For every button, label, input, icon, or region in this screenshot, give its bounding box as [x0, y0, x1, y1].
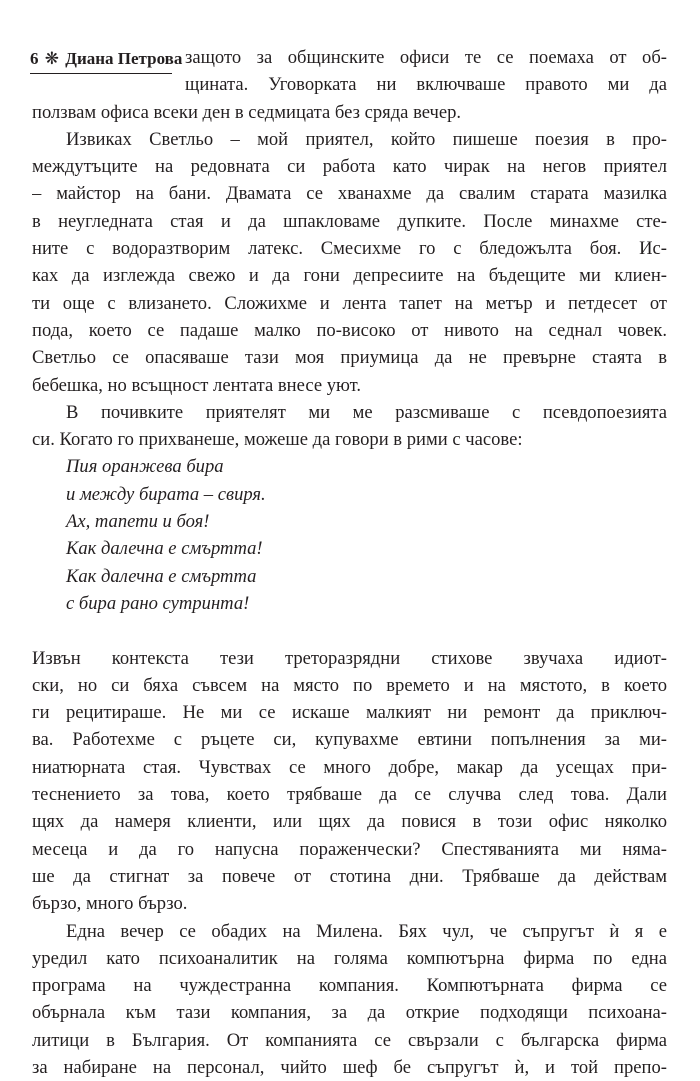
text-line: щях да намеря клиенти, или щях да повися в този офис няколко	[32, 811, 667, 833]
text-line: ках да изглежда свежо и да гони депресиите на бъдещите ми клиен-	[32, 265, 667, 287]
text-line: Извиках Светльо – мой приятел, който пишеше поезия в про-	[66, 128, 667, 150]
author-name: Диана Петрова	[65, 49, 183, 68]
poem-line: Как далечна е смъртта!	[66, 538, 263, 560]
poem-line: Пия оранжева бира	[66, 456, 224, 478]
text-line: обърнала към тази компания, за да открие подходящи психоана-	[32, 1002, 667, 1024]
text-line: месеца и да го напусна пораженчески? Спестяванията ми няма-	[32, 838, 667, 860]
text-line: междутъците на редовната си работа като чирак на негов приятел	[32, 156, 667, 178]
text-line: щината. Уговорката ни включваше правото ми да	[185, 74, 667, 96]
text-line: пода, което се падаше малко по-високо от нивото на седнал човек.	[32, 319, 667, 341]
text-line: ше да стигнат за повече от стотина дни. Трябваше да действам	[32, 865, 667, 887]
text-line: в неугледната стая и да шпакловаме дупките. После минахме сте-	[32, 210, 667, 232]
text-line: си. Когато го прихванеше, можеше да говори в рими с часове:	[32, 429, 523, 451]
text-line: теснението за това, което трябваше да се случва след това. Дали	[32, 784, 667, 806]
text-line: – майстор на бани. Двамата се хванахме да свалим старата мазилка	[32, 183, 667, 205]
poem-line: с бира рано сутринта!	[66, 592, 250, 614]
text-line: бебешка, но всъщност лентата внесе уют.	[32, 374, 362, 396]
text-line: програма на чуждестранна компания. Компютърната фирма се	[32, 975, 667, 997]
text-line: ги рецитираше. Не ми се искаше малкият ни ремонт да приключ-	[32, 702, 667, 724]
text-line: уредил като психоаналитик на голяма компютърна фирма по една	[32, 947, 667, 969]
text-line: защото за общинските офиси те се поемаха от об-	[185, 47, 667, 68]
text-line: ски, но си бяха съвсем на място по времето и на мястото, в което	[32, 674, 667, 696]
text-line: бързо, много бързо.	[32, 893, 188, 915]
text-line: Извън контекста тези треторазрядни стихове звучаха идиот-	[32, 647, 667, 669]
text-line: ползвам офиса всеки ден в седмицата без сряда вечер.	[32, 101, 462, 123]
text-line: ва. Работехме с ръцете си, купувахме евтини попълнения за ми-	[32, 729, 667, 751]
text-line: Светльо се опасяваше тази моя приумица да не превърне стаята в	[32, 347, 667, 369]
text-line: В почивките приятелят ми ме разсмиваше с псевдопоезията	[66, 401, 667, 423]
text-line: ниатюрната стая. Чувствах се много добре, макар да усещах при-	[32, 756, 667, 778]
poem-line: Ах, тапети и боя!	[66, 511, 210, 533]
poem-line: и между бирата – свиря.	[66, 483, 266, 505]
text-line: за набиране на персонал, чийто шеф бе съпругът ѝ, и той препо-	[32, 1056, 667, 1078]
text-line: ти още с влизането. Сложихме и лента тапет на метър и петдесет от	[32, 292, 667, 314]
text-line: Една вечер се обадих на Милена. Бях чул, че съпругът ѝ я е	[66, 920, 667, 942]
stanza-gap	[32, 617, 667, 644]
ornament-separator-icon: ❋	[44, 49, 59, 68]
page-number: 6	[30, 49, 39, 68]
text-line: ните с водоразтворим латекс. Смесихме го с бледожълта боя. Ис-	[32, 238, 667, 260]
poem-line: Как далечна е смъртта	[66, 565, 257, 587]
body-text	[32, 44, 667, 1081]
text-line: литици в България. От компанията се свързали с българска фирма	[32, 1029, 667, 1051]
